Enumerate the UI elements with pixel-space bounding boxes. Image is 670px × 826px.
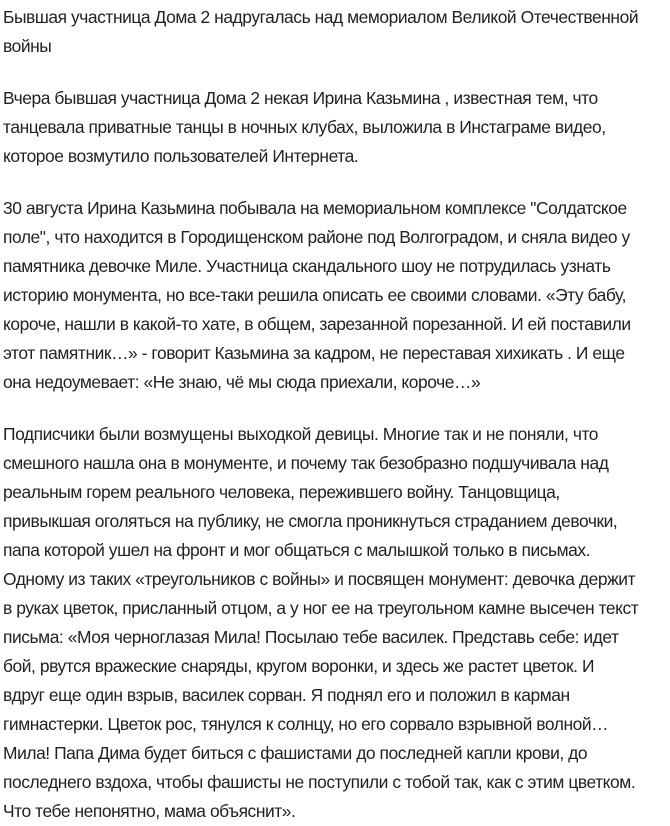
paragraph-line: Вчера бывшая участница Дома 2 некая Ирина Казьмина , известная тем, что (3, 88, 598, 108)
paragraph (3, 194, 670, 397)
paragraph-line: реальным горем реального человека, пережившего войну. Танцовщица, (3, 482, 560, 502)
paragraph-line: в руках цветок, присланный отцом, а у ног ее на треугольном камне высечен текст (3, 598, 639, 618)
paragraph-line: 30 августа Ирина Казьмина побывала на мемориальном комплексе "Солдатское (3, 198, 627, 218)
paragraph-line: вдруг еще один взрыв, василек сорван. Я поднял его и положил в карман (3, 685, 570, 705)
paragraph (3, 420, 670, 826)
paragraph-line: папа которой ушел на фронт и мог общаться с малышкой только в письмах. (3, 540, 591, 560)
paragraph-line: смешного нашла она в монументе, и почему так безобразно подшучивала над (3, 453, 609, 473)
paragraph-line: которое возмутило пользователей Интернета. (3, 146, 359, 166)
paragraph-line: последнего вздоха, чтобы фашисты не поступили с тобой так, как с этим цветком. (3, 772, 636, 792)
paragraph-line: танцевала приватные танцы в ночных клубах, выложила в Инстаграме видео, (3, 117, 606, 137)
title-line: Бывшая участница Дома 2 надругалась над мемориалом Великой Отечественной (3, 7, 639, 27)
paragraph-line: гимнастерки. Цветок рос, тянулся к солнцу, но его сорвало взрывной волной… (3, 714, 609, 734)
paragraph-line: Подписчики были возмущены выходкой девицы. Многие так и не поняли, что (3, 424, 599, 444)
paragraph (3, 84, 670, 171)
article-title (3, 3, 670, 61)
paragraph-line: памятника девочке Миле. Участница скандального шоу не потрудилась узнать (3, 256, 611, 276)
paragraph-line: бой, рвутся вражеские снаряды, кругом воронки, и здесь же растет цветок. И (3, 656, 595, 676)
paragraph-line: привыкшая оголяться на публику, не смогла проникнуться страданием девочки, (3, 511, 618, 531)
paragraph-line: этот памятник…» - говорит Казьмина за кадром, не переставая хихикать . И еще (3, 343, 625, 363)
paragraph-line: короче, нашли в какой-то хате, в общем, зарезанной порезанной. И ей поставили (3, 314, 631, 334)
article-body (3, 84, 670, 826)
paragraph-line: Что тебе непонятно, мама объяснит». (3, 801, 296, 821)
paragraph-line: письма: «Моя черноглазая Мила! Посылаю тебе василек. Представь себе: идет (3, 627, 619, 647)
title-line: войны (3, 36, 52, 56)
paragraph-line: Мила! Папа Дима будет биться с фашистами до последней капли крови, до (3, 743, 588, 763)
paragraph-line: поле", что находится в Городищенском районе под Волгоградом, и сняла видео у (3, 227, 630, 247)
paragraph-line: Одному из таких «треугольников с войны» и посвящен монумент: девочка держит (3, 569, 636, 589)
paragraph-line: историю монумента, но все-таки решила описать ее своими словами. «Эту бабу, (3, 285, 626, 305)
paragraph-line: она недоумевает: «Не знаю, чё мы сюда приехали, короче…» (3, 372, 481, 392)
